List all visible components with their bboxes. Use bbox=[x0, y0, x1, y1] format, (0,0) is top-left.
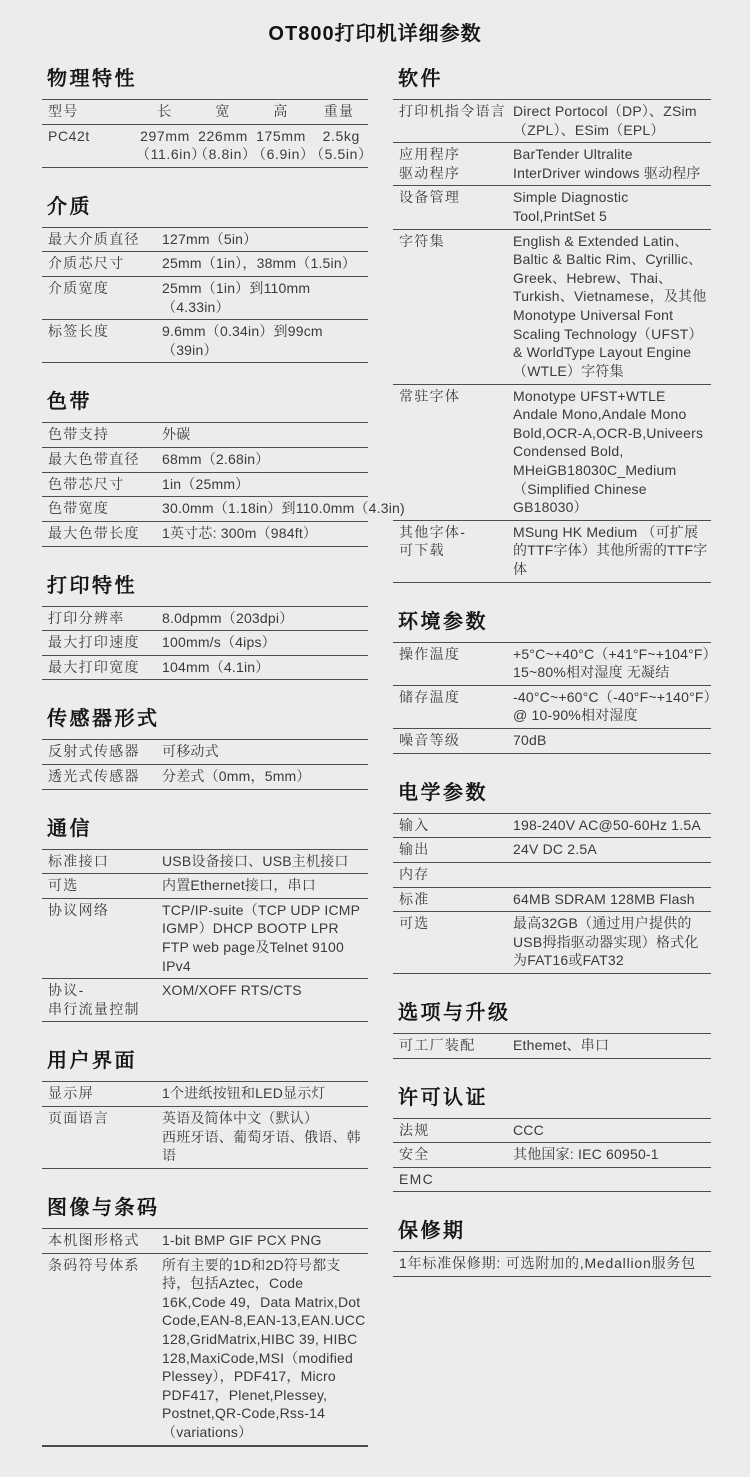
spec-label-line: 应用程序 bbox=[399, 146, 461, 163]
spec-value bbox=[513, 840, 711, 859]
spec-label bbox=[48, 767, 162, 786]
spec-value bbox=[162, 230, 368, 249]
spec-label bbox=[48, 1084, 162, 1103]
spec-value-line: 英语及简体中文（默认） bbox=[162, 1110, 319, 1127]
spec-row bbox=[393, 1143, 711, 1168]
spec-label-line: 其他字体- bbox=[399, 523, 467, 540]
spec-label-line: 标签长度 bbox=[48, 323, 110, 340]
spec-label bbox=[399, 890, 513, 909]
section-heading-software: 软件 bbox=[398, 68, 443, 90]
spec-value bbox=[513, 688, 711, 725]
spec-value-line: 1英寸芯: 300m（984ft） bbox=[162, 524, 318, 541]
spec-value bbox=[513, 188, 711, 225]
spec-row bbox=[42, 522, 368, 547]
table-cell-line: 175mm bbox=[256, 127, 306, 144]
spec-value bbox=[162, 499, 405, 518]
spec-row bbox=[42, 874, 368, 899]
spec-value-line: 1in（25mm） bbox=[162, 475, 250, 492]
section-heading-ribbon: 色带 bbox=[47, 391, 92, 414]
spec-label-line: 介质芯尺寸 bbox=[48, 255, 125, 272]
spec-row bbox=[393, 1252, 711, 1277]
spec-row bbox=[393, 1168, 711, 1193]
section-rows-warranty bbox=[393, 1251, 711, 1277]
spec-label-line: 设备管理 bbox=[399, 189, 461, 206]
spec-row bbox=[42, 497, 405, 522]
spec-value bbox=[513, 523, 711, 579]
spec-label-line: 标准 bbox=[399, 890, 430, 907]
spec-label bbox=[48, 633, 162, 652]
spec-value-line: 30.0mm（1.18in）到110.0mm（4.3in) bbox=[162, 500, 405, 517]
section-rows-media bbox=[42, 227, 368, 364]
table-col-header: 宽 bbox=[215, 103, 231, 119]
section-ribbon bbox=[42, 385, 405, 546]
spec-value bbox=[162, 876, 368, 895]
section-options-upgrades bbox=[393, 996, 711, 1059]
spec-value-line: 内置Ethernet接口，串口 bbox=[162, 877, 316, 894]
table-cell bbox=[136, 127, 206, 164]
spec-value-line: InterDriver windows 驱动程序 bbox=[513, 164, 701, 181]
spec-value-line: 25mm（1in）到110mm（4.33in） bbox=[162, 280, 311, 315]
spec-row bbox=[42, 765, 368, 790]
spec-label-line: 噪音等级 bbox=[399, 732, 461, 749]
spec-label bbox=[48, 450, 162, 469]
spec-label-line: 打印分辨率 bbox=[48, 609, 125, 626]
spec-label bbox=[399, 688, 513, 725]
table-cell-line: （5.5in） bbox=[310, 146, 373, 163]
spec-value-line: 所有主要的1D和2D符号都支持，包括Aztec，Code 16K,Code 49，Data Matrix,Dot Code,EAN-8,EAN-13,EAN.UCC 128,GridMatrix,HIBC 39, HIBC 128,MaxiCode,MSI（modified Plessey），PDF417，Micro PDF417，Plenet,Plessey, Postnet,QR-Code,Rss-14（variations） bbox=[162, 1256, 366, 1440]
spec-value-line: 可移动式 bbox=[162, 743, 219, 760]
section-heading-images-barcodes: 图像与条码 bbox=[47, 1196, 160, 1219]
spec-value-line: 1-bit BMP GIF PCX PNG bbox=[162, 1231, 322, 1248]
spec-value-line: USB设备接口、USB主机接口 bbox=[162, 852, 349, 869]
spec-label bbox=[399, 645, 513, 682]
section-warranty bbox=[393, 1214, 711, 1277]
spec-value-line: XOM/XOFF RTS/CTS bbox=[162, 982, 302, 999]
spec-label bbox=[48, 254, 162, 273]
spec-value-line: 104mm（4.1in） bbox=[162, 658, 270, 675]
spec-value-line: 9.6mm（0.34in）到99cm（39in） bbox=[162, 323, 323, 358]
spec-row bbox=[42, 252, 368, 277]
spec-label-line: 显示屏 bbox=[48, 1085, 94, 1102]
spec-label-line: 最大介质直径 bbox=[48, 230, 140, 247]
spec-value-line: +5°C~+40°C（+41°F~+104°F） bbox=[513, 645, 717, 662]
spec-value bbox=[513, 1121, 711, 1140]
spec-row bbox=[393, 729, 711, 754]
spec-value-line: 分差式（0mm，5mm） bbox=[162, 767, 311, 784]
table-cell bbox=[252, 127, 315, 164]
section-print-characteristics bbox=[42, 569, 368, 681]
right-column bbox=[393, 62, 717, 1447]
spec-label bbox=[48, 981, 162, 1018]
spec-label bbox=[48, 876, 162, 895]
spec-value bbox=[162, 981, 368, 1018]
spec-label-line: 可工厂装配 bbox=[399, 1036, 476, 1053]
spec-value-line: 127mm（5in） bbox=[162, 230, 258, 247]
spec-label bbox=[399, 387, 513, 517]
section-rows-print-characteristics bbox=[42, 606, 368, 681]
spec-row bbox=[42, 1229, 368, 1254]
spec-label bbox=[399, 523, 513, 579]
spec-value-line: 64MB SDRAM 128MB Flash bbox=[513, 890, 695, 907]
spec-value bbox=[162, 742, 368, 761]
spec-row bbox=[42, 1082, 368, 1107]
spec-row bbox=[42, 740, 368, 765]
section-rows-electrical bbox=[393, 813, 711, 974]
section-rows-software bbox=[393, 99, 711, 583]
spec-label-line: 标准接口 bbox=[48, 852, 110, 869]
spec-label-line: 协议- bbox=[48, 982, 85, 999]
table-cell bbox=[194, 127, 257, 164]
spec-value-line: 西班牙语、葡萄牙语、俄语、韩语 bbox=[162, 1128, 361, 1164]
spec-value bbox=[513, 1036, 711, 1055]
spec-row bbox=[42, 850, 368, 875]
spec-value-line: Direct Portocol（DP）、ZSim（ZPL）、ESim（EPL） bbox=[513, 103, 697, 138]
spec-label bbox=[48, 901, 162, 975]
spec-row bbox=[393, 521, 711, 583]
spec-value bbox=[162, 1231, 368, 1250]
spec-value bbox=[162, 425, 368, 444]
section-software bbox=[393, 62, 711, 583]
spec-label-line: 储存温度 bbox=[399, 688, 461, 705]
spec-label-line: 透光式传感器 bbox=[48, 767, 140, 784]
left-column bbox=[42, 62, 405, 1447]
section-rows-ribbon bbox=[42, 422, 405, 546]
spec-row bbox=[393, 100, 711, 143]
spec-label bbox=[399, 232, 513, 381]
section-heading-options-upgrades: 选项与升级 bbox=[398, 1001, 511, 1024]
spec-label-line: 输入 bbox=[399, 816, 430, 833]
spec-value bbox=[513, 890, 711, 909]
spec-value bbox=[513, 232, 711, 381]
spec-label bbox=[399, 1170, 513, 1189]
spec-label-line: 协议网络 bbox=[48, 901, 110, 918]
spec-label-line: 最大打印宽度 bbox=[48, 658, 140, 675]
spec-label bbox=[399, 1036, 513, 1055]
spec-label-line: 字符集 bbox=[399, 232, 445, 249]
spec-row bbox=[42, 979, 368, 1022]
section-user-interface bbox=[42, 1044, 368, 1168]
spec-value-line: CCC bbox=[513, 1121, 544, 1138]
spec-row bbox=[42, 277, 368, 320]
section-heading-warranty: 保修期 bbox=[398, 1220, 466, 1243]
section-rows-communication bbox=[42, 849, 368, 1023]
spec-label bbox=[48, 742, 162, 761]
spec-row bbox=[42, 656, 368, 681]
spec-value-line: 外碳 bbox=[162, 426, 191, 443]
spec-value bbox=[513, 1145, 711, 1164]
table-cell-line: 297mm bbox=[140, 127, 190, 144]
section-certifications bbox=[393, 1081, 711, 1193]
spec-value bbox=[162, 279, 368, 316]
spec-value bbox=[162, 609, 368, 628]
spec-value-line: 15~80%相对湿度 无凝结 bbox=[513, 664, 670, 681]
spec-label bbox=[399, 914, 513, 970]
section-heading-environmental: 环境参数 bbox=[398, 610, 488, 633]
spec-label-line: 驱动程序 bbox=[399, 164, 461, 181]
spec-label-line: 输出 bbox=[399, 841, 430, 858]
table-col-header: 型号 bbox=[48, 103, 79, 119]
spec-value-line: -40°C~+60°C（-40°F~+140°F）@ 10-90%相对湿度 bbox=[513, 688, 711, 724]
spec-value-line: 1年标准保修期: 可选附加的,Medallion服务包 bbox=[399, 1255, 696, 1272]
table-cell-line: （11.6in） bbox=[136, 146, 206, 163]
spec-value-line: 198-240V AC@50-60Hz 1.5A bbox=[513, 816, 701, 833]
spec-value-line: Ethemet、串口 bbox=[513, 1036, 610, 1053]
table-cell-line: 226mm bbox=[198, 127, 248, 144]
section-environmental bbox=[393, 605, 717, 754]
spec-label-line: 最大色带直径 bbox=[48, 451, 140, 468]
spec-label-line: 色带芯尺寸 bbox=[48, 475, 125, 492]
spec-value bbox=[162, 852, 368, 871]
spec-row bbox=[393, 643, 717, 686]
spec-row bbox=[393, 838, 711, 863]
spec-label-line: 操作温度 bbox=[399, 645, 461, 662]
spec-value bbox=[162, 475, 368, 494]
spec-label-line: EMC bbox=[399, 1170, 435, 1187]
spec-row bbox=[42, 423, 368, 448]
section-heading-communication: 通信 bbox=[47, 817, 92, 840]
spec-row bbox=[42, 448, 368, 473]
spec-value bbox=[162, 658, 368, 677]
spec-label bbox=[48, 852, 162, 871]
spec-value bbox=[513, 816, 711, 835]
spec-label-line: 最大色带长度 bbox=[48, 524, 140, 541]
spec-value bbox=[162, 322, 368, 359]
section-rows-environmental bbox=[393, 642, 717, 754]
spec-row bbox=[393, 814, 711, 839]
section-rows-physical-properties bbox=[42, 99, 373, 168]
spec-label bbox=[399, 1145, 513, 1164]
spec-row bbox=[393, 230, 711, 385]
section-physical-properties bbox=[42, 62, 373, 168]
spec-label bbox=[399, 865, 513, 884]
section-media bbox=[42, 190, 368, 364]
section-heading-sensor-types: 传感器形式 bbox=[47, 708, 160, 731]
table-cell-line: （8.8in） bbox=[194, 146, 257, 163]
spec-value bbox=[513, 102, 711, 139]
spec-row bbox=[393, 912, 711, 974]
table-header-row bbox=[42, 100, 368, 125]
spec-value-line: Monotype UFST+WTLE bbox=[513, 387, 666, 404]
spec-value-line: 25mm（1in），38mm（1.5in） bbox=[162, 255, 357, 272]
spec-value bbox=[513, 387, 711, 517]
spec-label-line: 常驻字体 bbox=[399, 387, 461, 404]
spec-value-line: English & Extended Latin、Baltic & Baltic Rim、Cyrillic、Greek、Hebrew、Thai、Turkish、Vietnamese，及其他Monotype Universal Font Scaling Technology（UFST）& WorldType Layout Engine（WTLE）字符集 bbox=[513, 232, 707, 379]
spec-label bbox=[48, 609, 162, 628]
spec-label bbox=[399, 188, 513, 225]
page-title: OT800打印机详细参数 bbox=[268, 23, 482, 45]
spec-row bbox=[393, 385, 711, 521]
spec-value-line: TCP/IP-suite（TCP UDP ICMP IGMP）DHCP BOOTP LPR FTP web page及Telnet 9100 IPv4 bbox=[162, 901, 360, 974]
spec-value bbox=[162, 633, 368, 652]
table-col-header: 重量 bbox=[323, 103, 355, 119]
spec-label bbox=[48, 279, 162, 316]
spec-row bbox=[42, 473, 368, 498]
spec-value-line: BarTender Ultralite bbox=[513, 146, 633, 163]
spec-label-line: 条码符号体系 bbox=[48, 1256, 140, 1273]
spec-row bbox=[393, 186, 711, 229]
spec-label-line: 反射式传感器 bbox=[48, 743, 140, 760]
spec-value bbox=[162, 524, 368, 543]
spec-label-line: 安全 bbox=[399, 1146, 430, 1163]
spec-label bbox=[48, 1231, 162, 1250]
spec-value bbox=[162, 1256, 368, 1442]
spec-columns bbox=[0, 62, 750, 1477]
spec-row bbox=[393, 863, 711, 888]
section-rows-sensor-types bbox=[42, 739, 368, 789]
spec-value-line: 100mm/s（4ips） bbox=[162, 634, 276, 651]
section-electrical bbox=[393, 776, 711, 974]
spec-label-line: 色带支持 bbox=[48, 426, 110, 443]
spec-row bbox=[393, 1119, 711, 1144]
section-images-barcodes bbox=[42, 1191, 368, 1447]
spec-value-line: 70dB bbox=[513, 732, 547, 749]
spec-value-line: 8.0dpmm（203dpi） bbox=[162, 609, 294, 626]
section-heading-user-interface: 用户界面 bbox=[47, 1050, 137, 1073]
spec-label-line: 页面语言 bbox=[48, 1110, 110, 1127]
section-rows-images-barcodes bbox=[42, 1228, 368, 1447]
spec-label-line: 最大打印速度 bbox=[48, 634, 140, 651]
spec-value bbox=[162, 1084, 368, 1103]
table-col-header: 长 bbox=[157, 103, 173, 119]
spec-label bbox=[48, 475, 162, 494]
spec-row bbox=[393, 143, 711, 186]
spec-label-line: 可下载 bbox=[399, 542, 445, 559]
table-cell-line: （6.9in） bbox=[252, 146, 315, 163]
table-col-header: 高 bbox=[273, 103, 289, 119]
spec-value bbox=[162, 901, 368, 975]
spec-value bbox=[162, 767, 368, 786]
spec-row bbox=[42, 899, 368, 979]
spec-row bbox=[42, 228, 368, 253]
spec-label-line: 内存 bbox=[399, 865, 430, 882]
spec-value-line: 其他国家: IEC 60950-1 bbox=[513, 1146, 659, 1163]
spec-label-line: 串行流量控制 bbox=[48, 1000, 140, 1017]
spec-value bbox=[162, 1109, 368, 1165]
section-rows-certifications bbox=[393, 1118, 711, 1193]
spec-label-line: 可选 bbox=[399, 915, 430, 932]
spec-label bbox=[399, 840, 513, 859]
spec-row bbox=[42, 320, 368, 363]
spec-value-line: 最高32GB（通过用户提供的USB拇指驱动器实现）格式化为FAT16或FAT32 bbox=[513, 915, 699, 969]
spec-value bbox=[513, 645, 717, 682]
section-heading-certifications: 许可认证 bbox=[398, 1086, 488, 1109]
table-cell-line: 2.5kg bbox=[322, 127, 360, 144]
spec-row bbox=[42, 1254, 368, 1447]
spec-label-line: 色带宽度 bbox=[48, 500, 110, 517]
spec-row bbox=[393, 888, 711, 913]
spec-label-line: 打印机指令语言 bbox=[399, 103, 507, 119]
spec-row bbox=[42, 631, 368, 656]
spec-label bbox=[399, 731, 513, 750]
table-cell-model: PC42t bbox=[48, 127, 90, 144]
spec-label bbox=[48, 499, 162, 518]
spec-label bbox=[48, 425, 162, 444]
spec-value-line: Andale Mono,Andale Mono Bold,OCR-A,OCR-B,Univeers Condensed Bold, MHeiGB18030C_Medium（Simplified Chinese GB18030） bbox=[513, 406, 704, 516]
spec-value-line: 24V DC 2.5A bbox=[513, 841, 597, 858]
spec-label-line: 可选 bbox=[48, 877, 79, 894]
spec-label-line: 本机图形格式 bbox=[48, 1231, 140, 1248]
spec-row bbox=[393, 686, 711, 729]
spec-value bbox=[162, 450, 368, 469]
spec-label bbox=[48, 658, 162, 677]
spec-value bbox=[513, 731, 711, 750]
spec-label bbox=[48, 322, 162, 359]
spec-label bbox=[48, 1109, 162, 1165]
spec-value-line: Simple Diagnostic Tool,PrintSet 5 bbox=[513, 189, 629, 225]
spec-row bbox=[42, 1107, 368, 1169]
spec-label bbox=[399, 145, 513, 182]
spec-label bbox=[48, 1256, 162, 1442]
spec-value bbox=[513, 145, 711, 182]
spec-label bbox=[48, 524, 162, 543]
spec-label-line: 法规 bbox=[399, 1121, 430, 1138]
spec-value bbox=[513, 1170, 711, 1189]
spec-label-line: 介质宽度 bbox=[48, 280, 110, 297]
spec-value-line: 68mm（2.68in） bbox=[162, 451, 270, 468]
spec-row bbox=[42, 607, 368, 632]
section-heading-media: 介质 bbox=[47, 195, 92, 218]
spec-row bbox=[393, 1034, 711, 1059]
spec-value-line: 1个进纸按钮和LED显示灯 bbox=[162, 1085, 326, 1102]
spec-value bbox=[513, 914, 711, 970]
spec-label bbox=[48, 230, 162, 249]
section-rows-user-interface bbox=[42, 1081, 368, 1168]
table-cell bbox=[310, 127, 373, 164]
spec-value bbox=[513, 865, 711, 884]
table-data-row bbox=[42, 125, 373, 168]
section-communication bbox=[42, 812, 368, 1023]
section-heading-electrical: 电学参数 bbox=[398, 781, 488, 804]
spec-value-line: MSung HK Medium （可扩展的TTF字体）其他所需的TTF字体 bbox=[513, 523, 708, 578]
section-heading-physical-properties: 物理特性 bbox=[47, 68, 137, 90]
spec-label bbox=[399, 1121, 513, 1140]
spec-value bbox=[162, 254, 368, 273]
section-heading-print-characteristics: 打印特性 bbox=[47, 574, 137, 597]
spec-label bbox=[399, 102, 513, 139]
section-sensor-types bbox=[42, 702, 368, 789]
spec-label bbox=[399, 816, 513, 835]
section-rows-options-upgrades bbox=[393, 1033, 711, 1059]
